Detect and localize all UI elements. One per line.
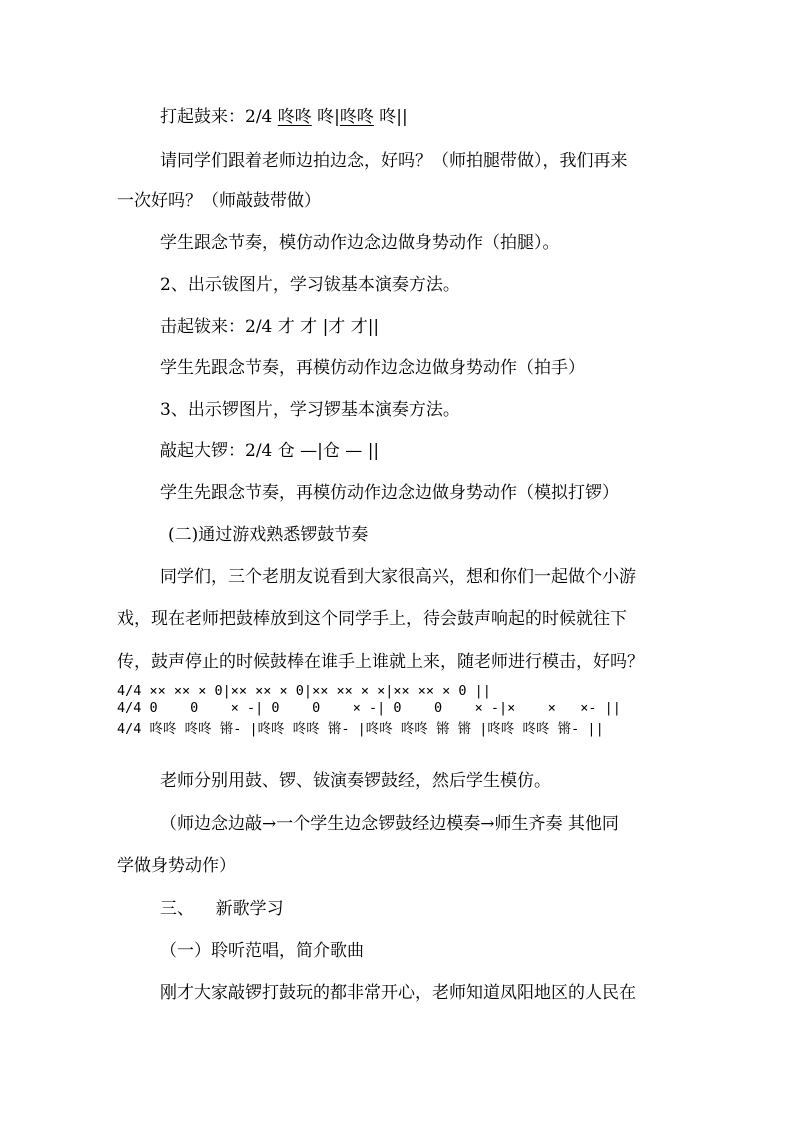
- gong-rhythm-line: 敲起大锣：2/4 仓 —|仓 — ||: [160, 441, 380, 461]
- paragraph-line: 学生跟念节奏，模仿动作边念边做身势动作（拍腿）。: [160, 233, 560, 253]
- subsection-heading: （一）聆听范唱，简介歌曲: [160, 941, 364, 961]
- section-heading: (二)通过游戏熟悉锣鼓节奏: [168, 525, 369, 545]
- paragraph-line: 3、出示锣图片，学习锣基本演奏方法。: [160, 400, 460, 420]
- paragraph-line: 2、出示钹图片，学习钹基本演奏方法。: [160, 275, 460, 295]
- paragraph-line: 戏，现在老师把鼓棒放到这个同学手上，待会鼓声响起的时候就往下: [117, 609, 627, 629]
- text-segment: 咚咚: [277, 107, 312, 127]
- text-segment: 咚||: [373, 107, 408, 127]
- paragraph-line: 同学们，三个老朋友说看到大家很高兴，想和你们一起做个小游: [160, 567, 636, 587]
- text-segment: 咚咚: [339, 107, 374, 127]
- paragraph-line: 刚才大家敲锣打鼓玩的都非常开心，老师知道凤阳地区的人民在: [160, 983, 636, 1003]
- text-segment: 打起鼓来：2/4: [160, 107, 278, 127]
- section-heading: 三、 新歌学习: [160, 899, 284, 919]
- notation-line: 4/4 咚咚 咚咚 锵- |咚咚 咚咚 锵- |咚咚 咚咚 锵 锵 |咚咚 咚咚 锵- ||: [117, 721, 604, 737]
- paragraph-line: 一次好吗？（师敲鼓带做）: [117, 191, 321, 211]
- text-segment: 咚|: [311, 107, 340, 127]
- drum-rhythm-line: [160, 106, 408, 128]
- notation-line: 4/4 0 0 × -| 0 0 × -| 0 0 × -|× × ×- ||: [117, 700, 621, 716]
- cymbal-rhythm-line: 击起钹来：2/4 才 才 |才 才||: [160, 317, 380, 337]
- paragraph-line: 老师分别用鼓、锣、钹演奏锣鼓经，然后学生模仿。: [160, 771, 551, 791]
- paragraph-line: 学做身势动作）: [117, 856, 236, 876]
- paragraph-line: （师边念边敲→一个学生边念锣鼓经边模奏→师生齐奏 其他同: [160, 814, 619, 834]
- paragraph-line: 学生先跟念节奏，再模仿动作边念边做身势动作（模拟打锣）: [160, 483, 619, 503]
- notation-line: 4/4 ×× ×× × 0|×× ×× × 0|×× ×× × ×|×× ×× × 0 ||: [117, 683, 491, 699]
- paragraph-line: 传，鼓声停止的时候鼓棒在谁手上谁就上来，随老师进行模击，好吗？: [117, 652, 644, 672]
- paragraph-line: 学生先跟念节奏，再模仿动作边念边做身势动作（拍手）: [160, 358, 585, 378]
- paragraph-line: 请同学们跟着老师边拍边念，好吗？（师拍腿带做），我们再来: [160, 151, 628, 171]
